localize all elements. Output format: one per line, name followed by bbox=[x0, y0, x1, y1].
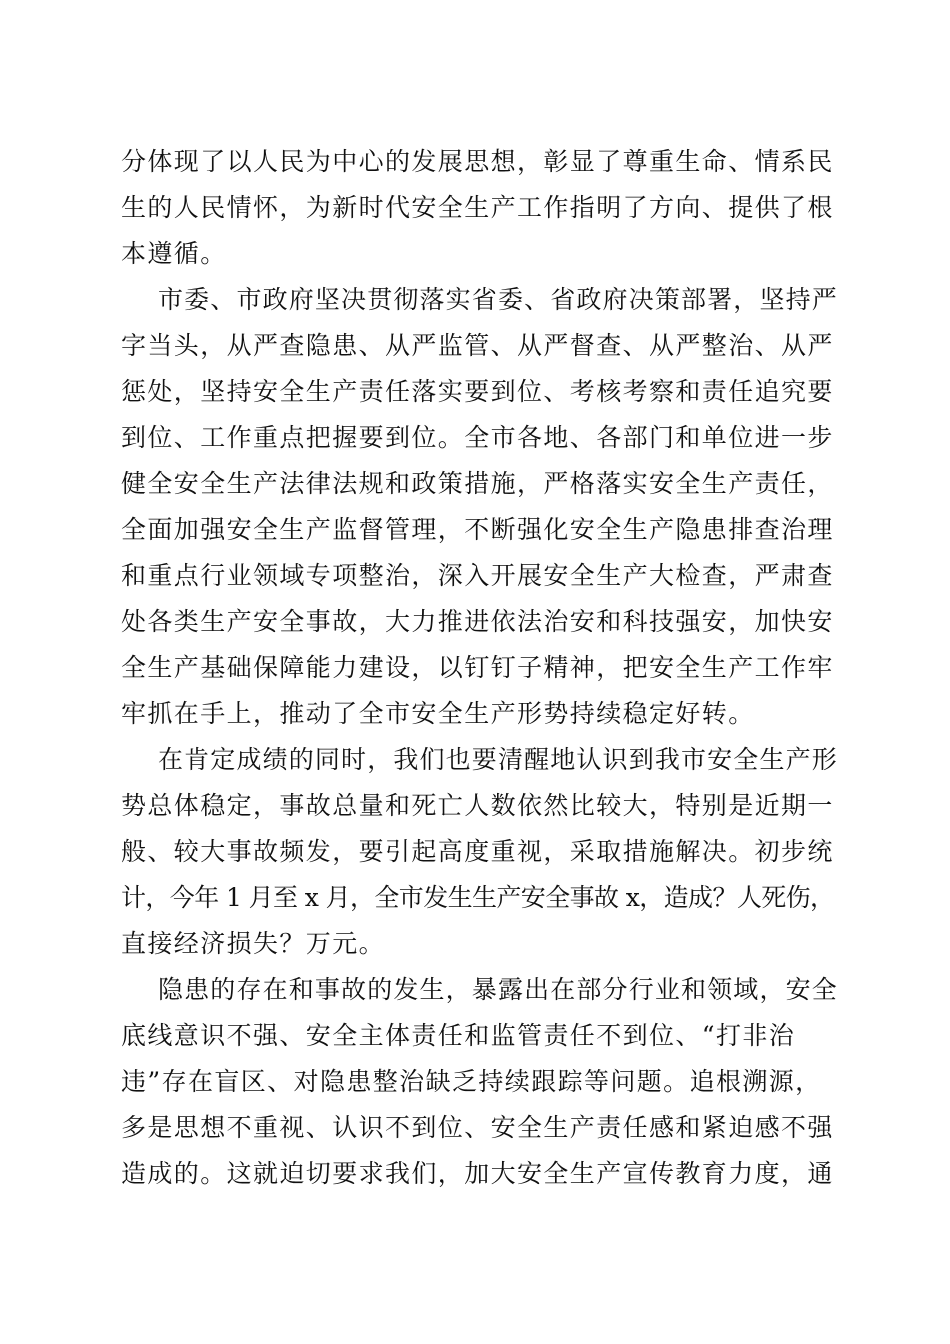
text-line: 直接经济损失？万元。 bbox=[121, 929, 386, 958]
paragraph-first-line: 市委、市政府坚决贯彻落实省委、省政府决策部署，坚持严 bbox=[158, 285, 838, 314]
paragraph-first-line: 在肯定成绩的同时，我们也要清醒地认识到我市安全生产形 bbox=[158, 745, 838, 774]
text-line: 般、较大事故频发，要引起高度重视，采取措施解决。初步统 bbox=[121, 837, 834, 866]
text-line: 造成的。这就迫切要求我们，加大安全生产宣传教育力度，通 bbox=[121, 1159, 834, 1188]
text-line: 生的人民情怀，为新时代安全生产工作指明了方向、提供了根 bbox=[121, 193, 834, 222]
text-line: 分体现了以人民为中心的发展思想，彰显了尊重生命、情系民 bbox=[121, 147, 834, 176]
text-line: 计，今年 1 月至 x 月，全市发生生产安全事故 x，造成？人死伤， bbox=[121, 883, 835, 912]
text-line: 惩处，坚持安全生产责任落实要到位、考核考察和责任追究要 bbox=[121, 377, 834, 406]
paragraph-first-line: 隐患的存在和事故的发生，暴露出在部分行业和领域，安全 bbox=[158, 975, 838, 1004]
text-line: 处各类生产安全事故，大力推进依法治安和科技强安，加快安 bbox=[121, 607, 834, 636]
text-line: 违”存在盲区、对隐患整治缺乏持续跟踪等问题。追根溯源， bbox=[121, 1067, 822, 1096]
text-line: 字当头，从严查隐患、从严监管、从严督查、从严整治、从严 bbox=[121, 331, 834, 360]
text-line: 健全安全生产法律法规和政策措施，严格落实安全生产责任， bbox=[121, 469, 834, 498]
text-line: 到位、工作重点把握要到位。全市各地、各部门和单位进一步 bbox=[121, 423, 834, 452]
text-line: 全面加强安全生产监督管理，不断强化安全生产隐患排查治理 bbox=[121, 515, 834, 544]
text-line: 本遵循。 bbox=[121, 239, 227, 268]
text-line: 牢抓在手上，推动了全市安全生产形势持续稳定好转。 bbox=[121, 699, 755, 728]
text-line: 多是思想不重视、认识不到位、安全生产责任感和紧迫感不强 bbox=[121, 1113, 834, 1142]
text-line: 全生产基础保障能力建设，以钉钉子精神，把安全生产工作牢 bbox=[121, 653, 834, 682]
text-line: 势总体稳定，事故总量和死亡人数依然比较大，特别是近期一 bbox=[121, 791, 834, 820]
text-line: 底线意识不强、安全主体责任和监管责任不到位、“打非治 bbox=[121, 1021, 796, 1050]
text-line: 和重点行业领域专项整治，深入开展安全生产大检查，严肃查 bbox=[121, 561, 834, 590]
